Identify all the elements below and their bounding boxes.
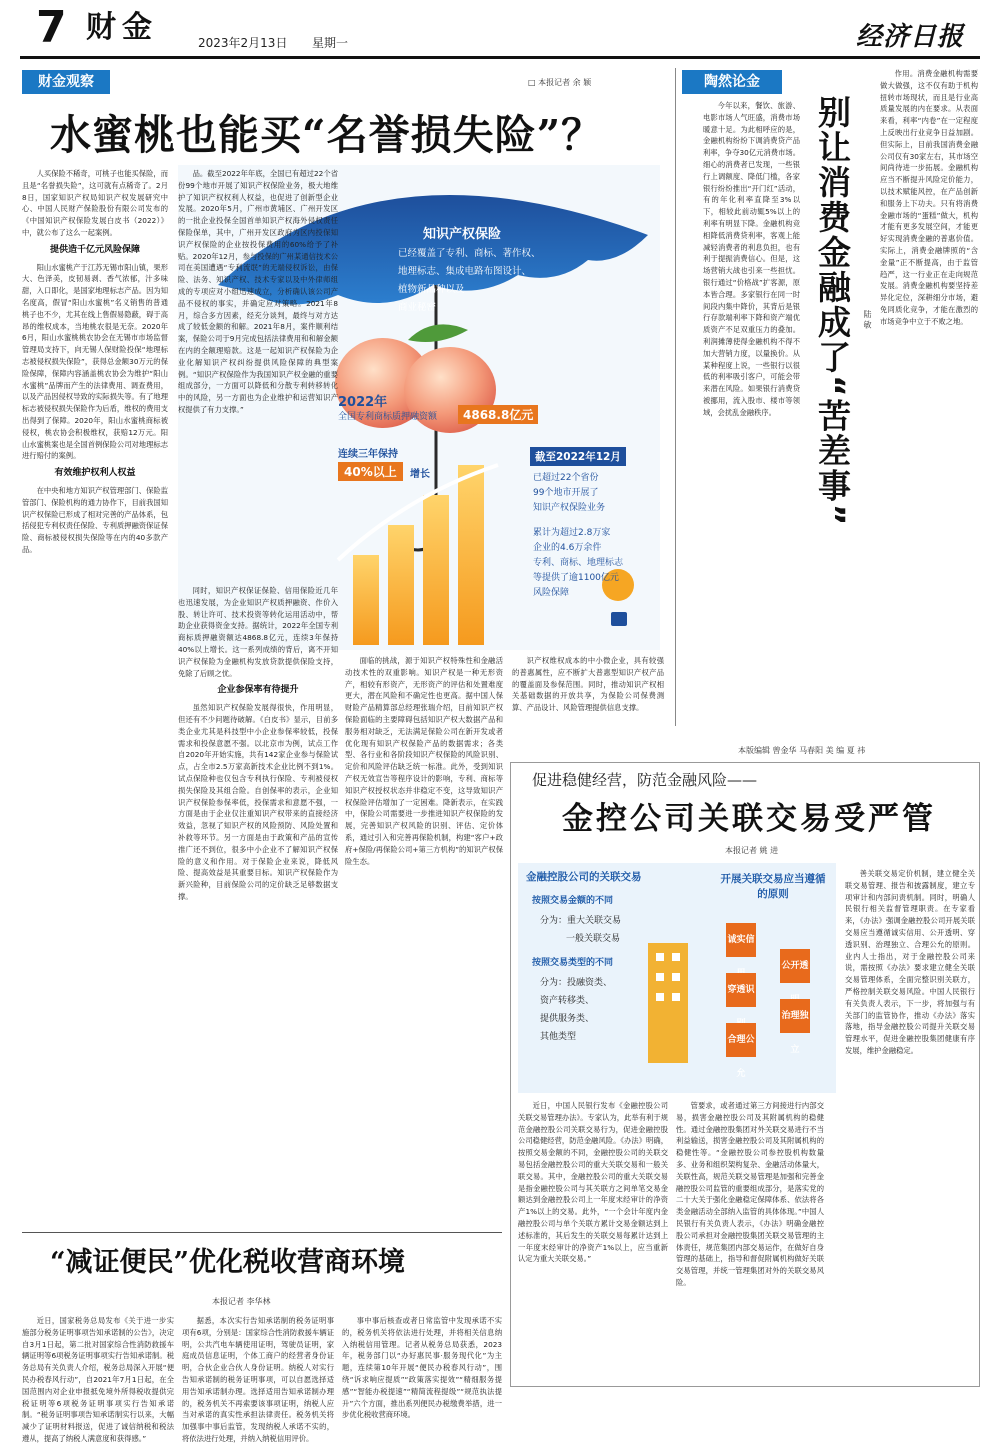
page-editors: 本版编辑 曾金华 马春阳 美 编 夏 祎	[738, 746, 866, 755]
section-name: 财金	[86, 10, 158, 45]
a2-byline: 本报记者 姚 进	[725, 846, 779, 855]
growth-bar-3	[423, 495, 449, 645]
article-headline: 水蜜桃也能买“名誉损失险”？	[50, 111, 604, 159]
a1-paragraph: 在中央和地方知识产权管理部门、保险监管部门、保险机构的通力协作下，目前我国知识产权保险已形成了相对完善的产品体系，包括侵犯专利权责任保险、专利质押融资保证保险、商标被侵权损失保险等在内的40多款产品。	[22, 485, 168, 554]
lock-icon	[611, 612, 627, 626]
growth-bar-4	[458, 465, 484, 645]
opinion-paragraph: 今年以来，餐饮、旅游、电影市场人气旺盛，消费市场暖意十足。为此相呼应的是，金融机构纷纷下调消费贷产品利率，争夺30亿元消费市场。细心的消费者已发现，一些银行上调额度、降低门槛，各家银行纷纷推出“开门红”活动，有的年化利率直降至3%以下，相较此前动辄5%以上的利率有明显下降。金融机构竞相降低消费贷利率，客观上能减轻消费者的利息负担，也有利于提振消费信心。但是，这场营销大战也引来一些担忧。银行通过“价格战”扩客源，原本皆合理。多家银行在同一时间段内集中降价，其背后是银行存款端利率下降和资产端优质资产不足双重压力的叠加。利润摊薄使得金融机构不得不加大营销力度，以量换价。从某种程度上说，一些银行以很低的利率吸引客户，可能会带来潜在风险。如果银行消费贷被挪用，流入股市、楼市等领域，会扰乱金融秩序。	[703, 101, 800, 417]
opinion-paragraph: 作用。消费金融机构需要做大做强，这不仅有助于机构扭转市场现状，而且是行业高质量发展的内在要求。从表面来看，利率“内卷”在一定程度上反映出行业竞争日益加剧。但实际上，目前我国消费金融公司仅有30家左右，其市场空间尚待进一步拓展。金融机构应当不断提升风险定价能力，以技术赋能风控，在产品创新和服务上下功夫。只有将消费金融市场的“蛋糕”做大，机构才能有更多发展空间，才能更好实现消费金融的普惠价值。实际上，消费金融牌照的“含金量”正不断提高，由于监管趋严，这一行业正在走向规范发展。消费金融机构要坚持差异化定位，深耕细分市场，避免同质化竞争，才能在激烈的市场竞争中立于不败之地。	[880, 69, 978, 326]
a3-headline: “减证便民”优化税收营商环境	[50, 1247, 406, 1278]
a2-box2-title: 开展关联交易应当遵循的原则	[720, 873, 826, 900]
a2-box1-item2c: 提供服务类、	[540, 1014, 595, 1024]
umbrella-line-3: 植物新品种以及	[398, 284, 465, 295]
umbrella-title: 知识产权保险	[423, 227, 502, 242]
a2-box1-title: 金融控股公司的关联交易	[526, 871, 642, 883]
a1-column-5	[512, 655, 664, 735]
a3-byline: 本报记者 李华林	[212, 1297, 271, 1306]
umbrella-line-2: 地理标志、集成电路布图设计、	[398, 266, 532, 277]
stat-2b: 企业的4.6万余件	[533, 543, 602, 553]
growth-bar-1	[353, 555, 379, 645]
a1-column-4	[345, 655, 503, 1223]
a2-box1-item2b: 资产转移类、	[540, 996, 595, 1006]
paper-logo: 经济日报	[856, 22, 965, 52]
a1-column-3	[178, 585, 338, 1223]
a1-paragraph: 阳山水蜜桃产于江苏无锡市阳山镇，果形大、色泽美，皮韧易剥、香气浓郁，汁多味甜，入口即化，是国家地理标志产品。因为知名度高，假冒“阳山水蜜桃”名义销售的普通桃子也不少，尤其在线上售假易隐蔽，碍于高昂的维权成本，当地桃农很是无奈。2020年6月，阳山水蜜桃桃农协会在无锡市市场监督管理局支持下，向无锡人保财险投保“地理标志被侵权损失保险”，获得总金额30万元的保险保障，保障内容涵盖桃农协会为维护“阳山水蜜桃”品牌而产生的法律费用、调查费用，以及产品因侵权导致的实际损失等。有了地理标志被侵权损失保险作为后盾，维权的费用支出得到了保障。2020年，阳山水蜜桃商标被侵权，桃农协会积极维权，获赔12万元。阳山水蜜桃案也是全国首例保险公司对地理标志进行赔付的案例。	[22, 262, 168, 461]
a1-lead: 人买保险不稀奇，可桃子也能买保险，而且是“名誉损失险”，这可就有点稀奇了。2月8日，国家知识产权局知识产权发展研究中心、中国人民财产保险股份有限公司发布的《中国知识产权保险发展白皮书（2022）》中，就公布了这么一起案例。	[22, 169, 168, 237]
article-byline: □ 本报记者 余 颖	[528, 78, 592, 87]
a2-paragraph: 管要求，或者通过第三方间接进行内部交易，损害金融控股公司及其附属机构的稳健性。通过金融控股集团对外关联交易进行不当利益输送，损害金融控股公司及其附属机构的稳健性等。“金融控股公司参控股机构数量多、业务和组织架构复杂、金融活动体量大，关联性高，规范关联交易管理是加强和完善金融控股公司监管的重要组成部分，是落实党的二十大关于强化金融稳定保障体系、依法将各类金融活动全部纳入监管的具体体现。”中国人民银行有关负责人表示，《办法》明确金融控股公司承担对金融控股集团关联交易管理的主体责任，规范集团内部交易运作，在做好自身管理的基础上，指导和督促附属机构做好关联交易管理，并统一管理集团对外的关联交易风险。	[676, 1101, 824, 1287]
stat-pledge-label: 全国专利商标质押融资额	[338, 412, 438, 422]
principle-2: 公开透	[780, 949, 810, 983]
a1-subhead-3: 有效维护权利人权益	[54, 468, 136, 479]
stat-2a: 累计为超过2.8万家	[533, 528, 611, 538]
a2-infographic	[518, 863, 836, 1093]
a2-column-1	[518, 1100, 668, 1385]
a1-subhead-2: 企业参保率有待提升	[217, 685, 299, 696]
principle-5: 合理公允	[726, 1023, 756, 1057]
opinion-column-2	[880, 68, 978, 588]
stat-streak-value: 40%以上	[338, 462, 403, 481]
principle-3: 穿透识	[726, 973, 756, 1007]
issue-weekday: 星期一	[312, 36, 349, 50]
growth-bar-2	[388, 525, 414, 645]
stat-pledge-amount: 4868.8亿元	[458, 405, 538, 424]
a2-box1-item2: 按照交易类型的不同	[532, 958, 614, 968]
a2-box1-item1b: 一般关联交易	[566, 934, 621, 944]
stat-1a: 已超过22个省份	[533, 473, 599, 483]
a2-paragraph: 善关联交易定价机制，建立健全关联交易管理、报告和披露制度，建立专项审计和内部问责机制。同时，明确人民银行相关监督管理职责。在专家看来，《办法》强调金融控股公司开展关联交易应当遵循诚实信用、公开透明、穿透识别、治理独立、合理公允的原则。业内人士指出，对于金融控股公司来说，需按照《办法》要求建立健全关联交易管理体系，全面完整识别关联方，严格控制关联交易风险。中国人民银行有关负责人表示，下一步，将加强与有关部门的监管协作，推动《办法》落实落地，指导金融控股公司提升关联交易管理水平，促进金融控股集团健康有序发展，维护金融稳定。	[845, 869, 975, 1055]
a2-box1-item2d: 其他类型	[540, 1032, 577, 1042]
a3-column-2	[182, 1315, 334, 1443]
stat-deadline: 截至2022年12月	[530, 447, 626, 466]
opinion-author: 陆 敏	[863, 310, 872, 329]
a2-column-2	[676, 1100, 824, 1385]
stat-1c: 知识产权保险业务	[533, 503, 606, 513]
stat-2c: 专利、商标、地理标志	[533, 558, 624, 568]
column-tag-caijin: 财金观察	[22, 70, 110, 94]
umbrella-line-1: 已经覆盖了专利、商标、著作权、	[398, 248, 541, 259]
stat-streak: 连续三年保持	[338, 449, 398, 460]
a2-box1-item1a: 分为：重大关联交易	[540, 916, 622, 926]
a2-headline: 金控公司关联交易受严管	[562, 801, 936, 837]
stat-year: 2022年	[338, 395, 388, 410]
issue-date: 2023年2月13日	[198, 36, 288, 50]
a1-paragraph: 识产权维权成本的中小微企业，具有较强的普惠属性，应不断扩大普惠型知识产权产品的覆盖面及参保范围。同时，推动知识产权相关基础数据的开放共享，为保险公司保费测算、产品设计、风险管理提供信息支撑。	[512, 656, 664, 713]
a1-paragraph: 面临的挑战，源于知识产权特殊性和金融活动技术性的双重影响。知识产权是一种无形资产，相较有形资产，无形资产的评估和处置难度更大，潜在风险和不确定性也更高。据中国人保财险产品精算部总经理张瑞介绍，目前知识产权保险面临的主要障碍包括知识产权大数据产品和服务相对缺乏，无法满足保险公司在新开发或者优化现有知识产权保险产品的数据需求；各类型、各行业和各阶段知识产权保险的风险识别、定价和风险评估缺乏统一标准。此外，受到知识产权无效宣告等程序设计的影响，专利、商标等知识产权授权状态并非稳定不变，这导致知识产权保险评估增加了一定困难。降新表示，在实践中，保险公司需要进一步推进知识产权保险的发展，完善知识产权风险的识别、评估、定价体系，通过引入和完善再保险机制，构建“客户+政府+保险/再保险公司+第三方机构”的知识产权保险生态。	[345, 656, 503, 866]
opinion-headline: 别让消费金融成了“苦差事”	[813, 95, 852, 528]
masthead-rule	[20, 56, 980, 59]
a3-paragraph: 近日，国家税务总局发布《关于进一步实施部分税务证明事项告知承诺制的公告》，决定自3月1日起，第二批对国家综合性消防救援车辆证明等6项税务证明事项实行告知承诺制。税务总局有关负责人介绍，税务总局深入开展“便民办税春风行动”，自2021年7月1日起，在全国范围内对企业申报抵免境外所得税收提供完税证明等6项税务证明事项实行告知承诺制。“税务证明事项告知承诺制实行以来，大幅减少了证明材料报送，促进了诚信纳税和税法遵从，提高了纳税人满意度和获得感。”	[22, 1316, 174, 1443]
stat-2d: 等提供了逾1100亿元	[533, 573, 619, 583]
a3-column-3	[342, 1315, 502, 1420]
a1-column-2	[178, 168, 338, 598]
stat-2e: 风险保障	[533, 588, 570, 598]
a2-column-3	[845, 868, 975, 1385]
a1-subhead-1: 提供造千亿元风险保障	[49, 244, 140, 255]
a2-box1-item2a: 分为：投融资类、	[540, 978, 613, 988]
stat-1b: 99个地市开展了	[533, 488, 599, 498]
masthead	[0, 0, 1000, 60]
a3-column-1	[22, 1315, 174, 1443]
principle-1: 诚实信	[726, 923, 756, 957]
a2-box1-item1: 按照交易金额的不同	[532, 896, 614, 906]
a3-paragraph: 据悉，本次实行告知承诺制的税务证明事项有6项，分别是：国家综合性消防救援车辆证明，公共汽电车辆使用证明，驾驶员证明，家庭成员信息证明，个体工商户的经营者身份证明，合伙企业合伙人身份证明。纳税人对实行告知承诺制的税务证明事项，可以自愿选择适用告知承诺制办理。选择适用告知承诺制办理的，税务机关不再索要该事项证明，纳税人应当对承诺的真实性承担法律责任。税务机关将加强事中事后监管，发现纳税人承诺不实的，将依法进行处理，并纳入纳税信用评价。	[182, 1316, 334, 1443]
umbrella-line-4: 商业秘密	[398, 302, 437, 313]
a3-rule	[22, 1232, 502, 1233]
a1-paragraph: 虽然知识产权保险发展得很快，作用明显，但还有不少问题待破解。《白皮书》显示，目前多类企业尤其是科技型中小企业参保率较低，投保需求和投保意愿不强。以北京市为例，试点工作自2020年开始实施，共有142家企业参与保险试点，占全市2.5万家高新技术企业比例不到1%。试点保险种也仅包含专利执行保险、专利被侵权损失保险及其组合险。自创保率的表示，企业知识产权保险参保率低，投保需求和意愿不强，一方面是由于企业仅注重知识产权带来的直接经济效益，忽视了知识产权的风险预防、风险处置和补救等环节。另一方面是由于政策和产品的宣传推广还不到位，很多中小企业不了解知识产权保险的意义和作用。对于保险企业来说，降低风险、提高效益是其重要目标。知识产权保险作为新兴险种，目前保险公司的定价缺乏足够数据支撑。	[178, 703, 338, 901]
a1-paragraph: 品。截至2022年年底，全国已有超过22个省份99个地市开展了知识产权保险业务，极大地维护了知识产权权利人权益，也促进了创新型企业发展。2020年5月，广州市黄埔区、广州开发区的一批企业投保全国首单知识产权海外侵权责任保险保单，其中，广州开发区政府为区内投保知识产权保险的企业按投保费用的60%给予了补贴。2020年12月，参与投保的广州某通信技术公司在美国遭遇“专利流氓”的无端侵权诉讼，由保险、法务、知识产权、技术专家以及中外律师组成的专项应对小组迅速成立，分析确认该公司产品不侵权的事实，并确定应对策略。2021年8月，综合多方因素，经充分谈判，最终与对方达成了较低金额的和解。2021年8月，案件顺利结案，保险公司于9月完成包括法律费用和和解金额在内的全额理赔款。这是一起知识产权保险为企业化解知识产权纠纷提供风险保障的典型案例。“知识产权保险作为我国知识产权金融的重要组成部分，一方面可以降低和分散专利转移转化中的风险，另一方面也为企业维护和运营知识产权提供了有力支撑。”	[178, 169, 338, 414]
principle-4: 治理独立	[780, 999, 810, 1033]
stat-growth-label: 增长	[410, 469, 430, 480]
a2-kicker: 促进稳健经营，防范金融风险——	[532, 771, 758, 789]
opinion-column-1	[703, 100, 800, 710]
page-number: 7	[36, 2, 67, 53]
building-graphic	[638, 923, 698, 1063]
a1-paragraph: 同时，知识产权保证保险、信用保险近几年也迅速发展，为企业知识产权质押融资、作价入股、转让许可、技术投资等转化运用活动中，帮助企业获得资金支持。据统计，2022年全国专利商标质押融资额达4868.8亿元，连续3年保持40%以上增长。这一系列成绩的背后，离不开知识产权保险为金融机构发放贷款提供保险支持，免除了后顾之忧。	[178, 586, 338, 678]
a3-paragraph: 事中事后核查或者日常监管中发现承诺不实的，税务机关将依法进行处理，并将相关信息纳入纳税信用管理。记者从税务总局获悉，2023年，税务部门以“办好惠民事·服务现代化”为主题，连续第10年开展“便民办税春风行动”，围绕“诉求响应提质”“政策落实提效”“精细服务提感”“智能办税提速”“精简流程提级”“规范执法提升”六个方面，推出系列便民办税缴费举措，进一步优化税收营商环境。	[342, 1316, 502, 1420]
column-tag-opinion: 陶然论金	[682, 70, 782, 94]
a1-column-1	[22, 168, 168, 1223]
a2-paragraph: 近日，中国人民银行发布《金融控股公司关联交易管理办法》。专家认为，此举有利于规范金融控股公司关联交易行为，促进金融控股公司稳健经营，防范金融风险。《办法》明确，按照交易金额的不同，金融控股公司的关联交易包括金融控股公司的重大关联交易和一般关联交易。其中，金融控股公司的重大关联交易是指金融控股公司与其关联方之间单笔交易金额达到金融控股公司上一年度末经审计的净资产1%以上的交易。此外，“一个会计年度内金融控股公司与单个关联方累计交易金额达到上述标准的，其后发生的关联交易每累计达到上一年度末经审计的净资产1%以上，应当重新认定为重大关联交易。”	[518, 1101, 668, 1264]
